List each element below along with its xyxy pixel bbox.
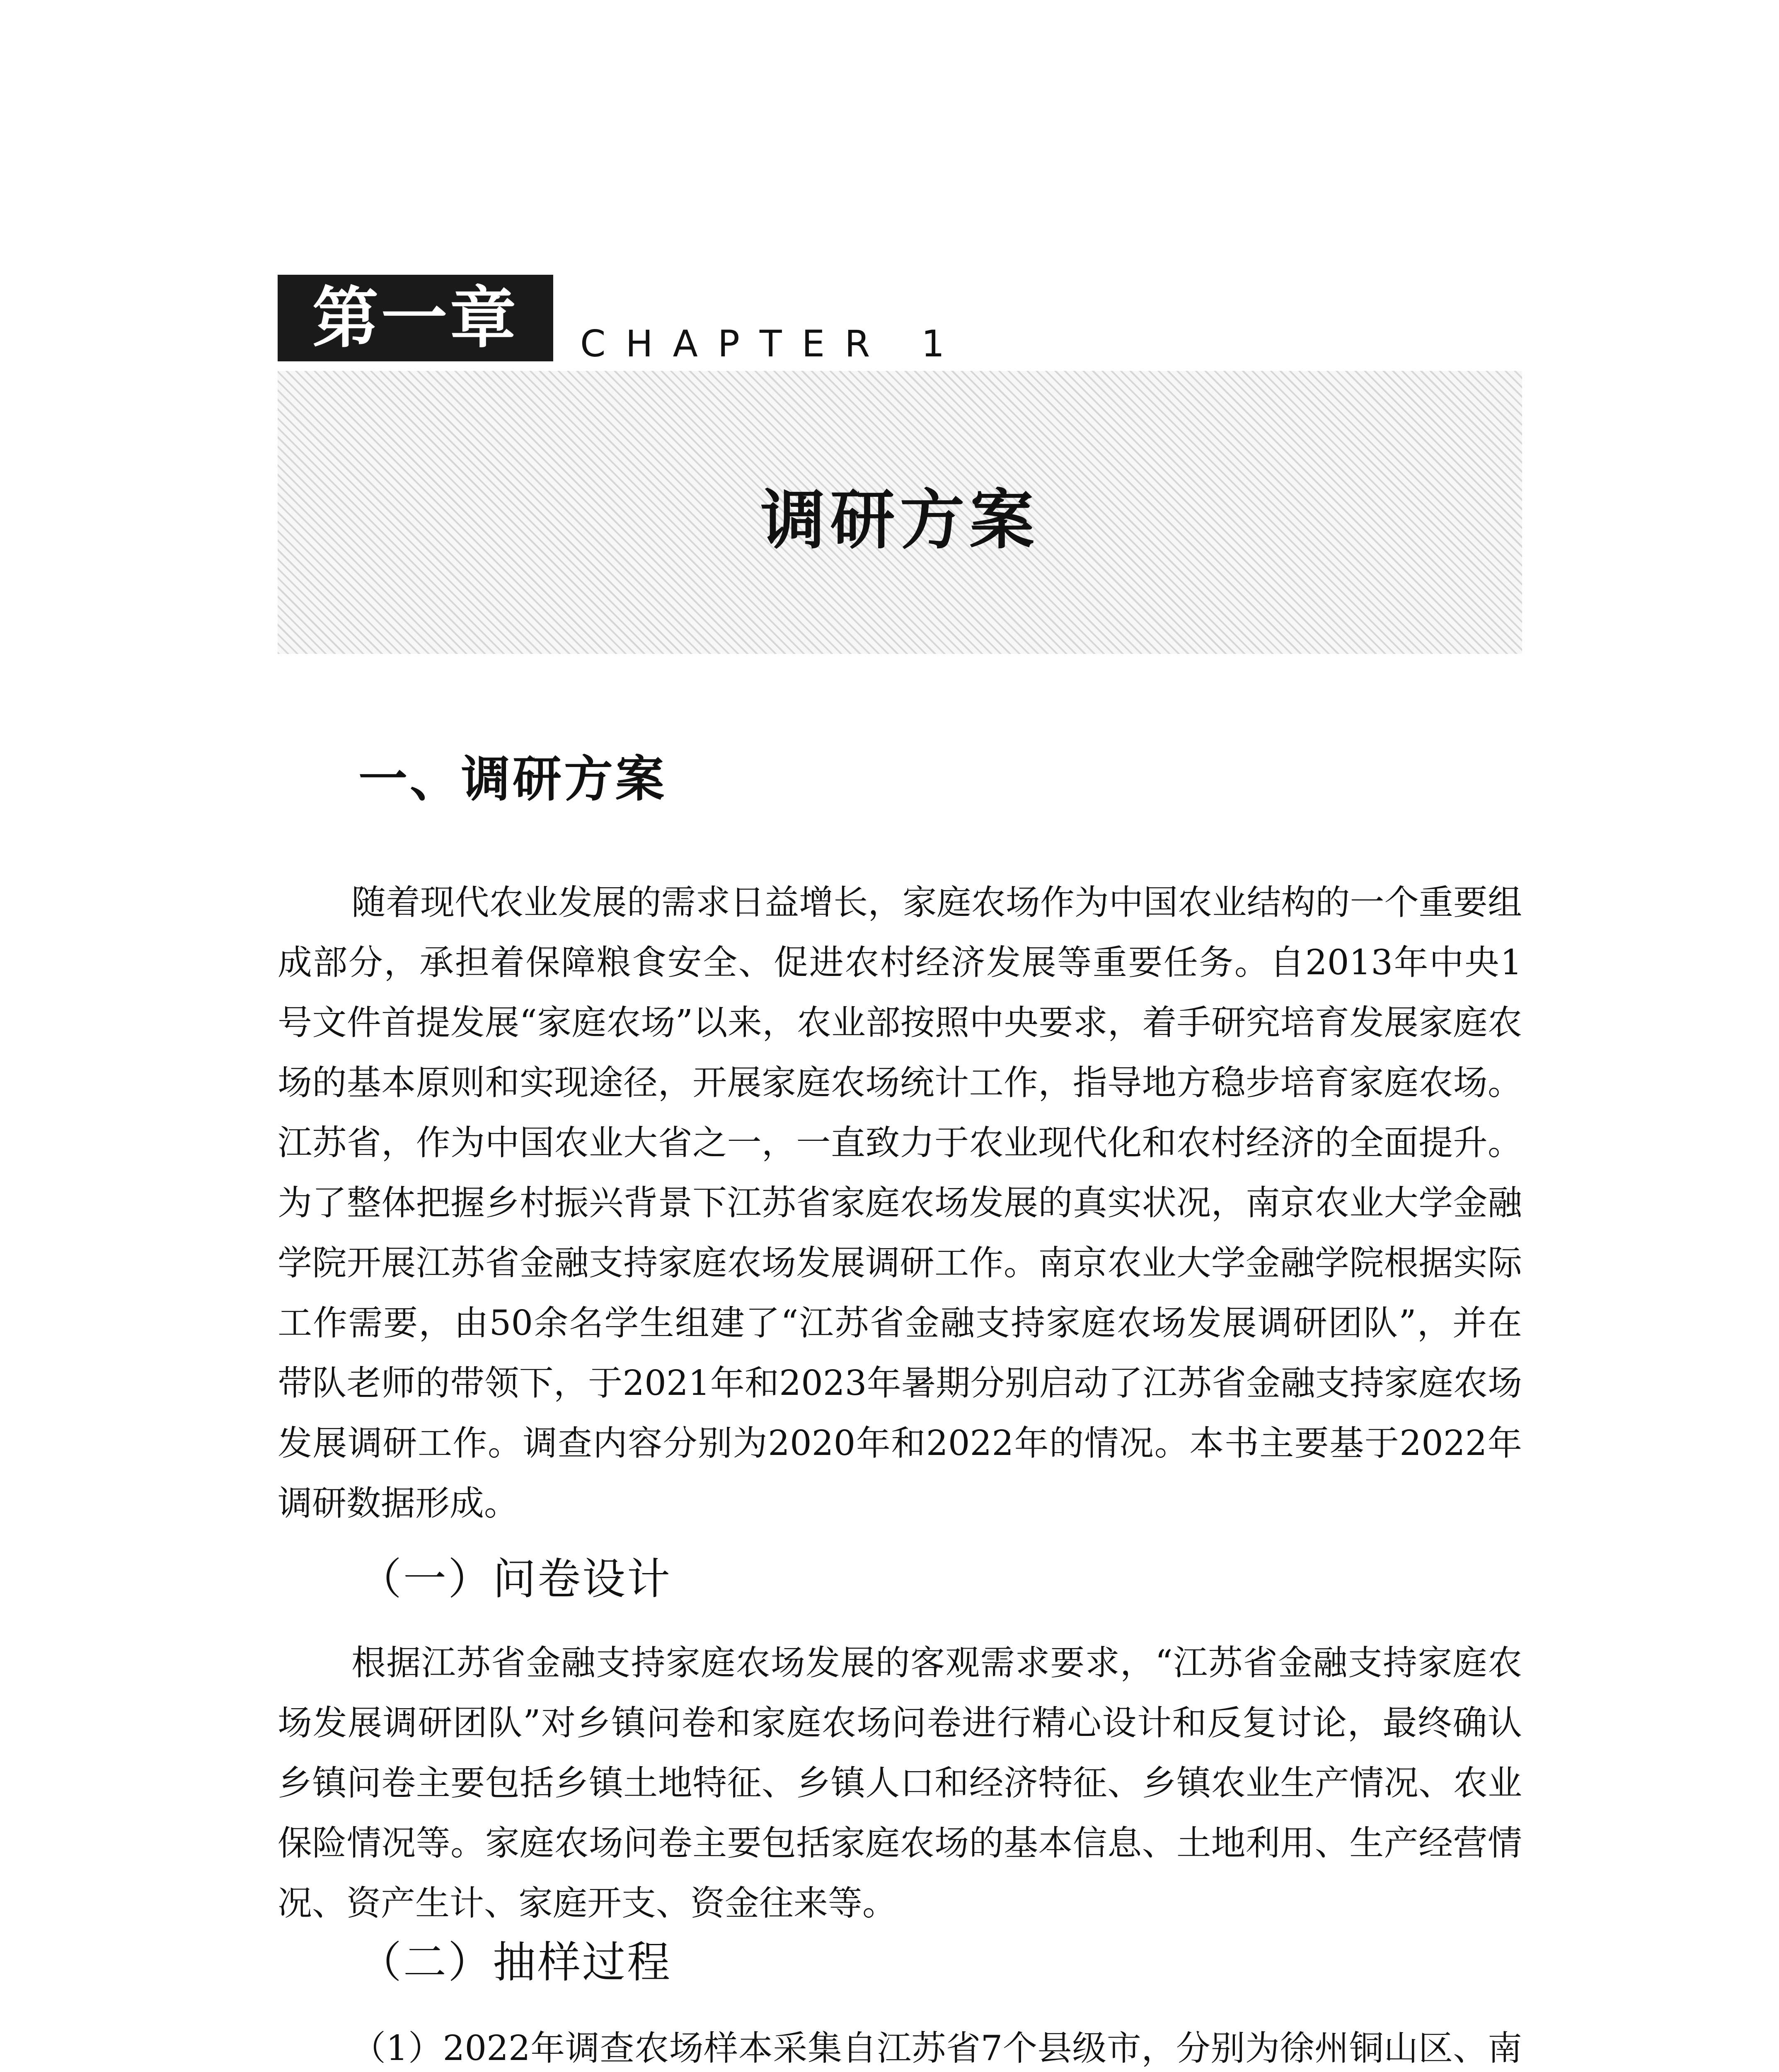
subsection-heading-questionnaire: （一）问卷设计 <box>358 1554 672 1604</box>
chapter-label-en: CHAPTER 1 <box>580 322 965 365</box>
chapter-label: 第一章 <box>278 275 553 361</box>
chapter-title: 调研方案 <box>760 482 1039 558</box>
questionnaire-paragraph: 根据江苏省金融支持家庭农场发展的客观需求要求，“江苏省金融支持家庭农场发展调研团队”对乡镇问卷和家庭农场问卷进行精心设计和反复讨论，最终确认乡镇问卷主要包括乡镇土地特征、乡镇人口和经济特征、乡镇农业生产情况、农业保险情况等。家庭农场问卷主要包括家庭农场的基本信息、土地利用、生产经营情况、资产生计、家庭开支、资金往来等。 <box>278 1643 1522 1923</box>
section-paragraph: 随着现代农业发展的需求日益增长，家庭农场作为中国农业结构的一个重要组成部分，承担着保障粮食安全、促进农村经济发展等重要任务。自2013年中央1号文件首提发展“家庭农场”以来，农业部按照中央要求，着手研究培育发展家庭农场的基本原则和实现途径，开展家庭农场统计工作，指导地方稳步培育家庭农场。江苏省，作为中国农业大省之一，一直致力于农业现代化和农村经济的全面提升。为了整体把握乡村振兴背景下江苏省家庭农场发展的真实状况，南京农业大学金融学院开展江苏省金融支持家庭农场发展调研工作。南京农业大学金融学院根据实际工作需要，由50余名学生组建了“江苏省金融支持家庭农场发展调研团队”，并在带队老师的带领下，于2021年和2023年暑期分别启动了江苏省金融支持家庭农场发展调研工作。调查内容分别为2020年和2022年的情况。本书主要基于2022年调研数据形成。 <box>278 882 1522 1523</box>
sampling-paragraph: （1）2022年调查农场样本采集自江苏省7个县级市，分别为徐州铜山区、南 <box>351 2028 1522 2068</box>
chapter-title-band <box>278 371 1522 654</box>
subsection-heading-sampling: （二）抽样过程 <box>358 1937 672 1987</box>
section-heading: 一、调研方案 <box>358 750 667 808</box>
